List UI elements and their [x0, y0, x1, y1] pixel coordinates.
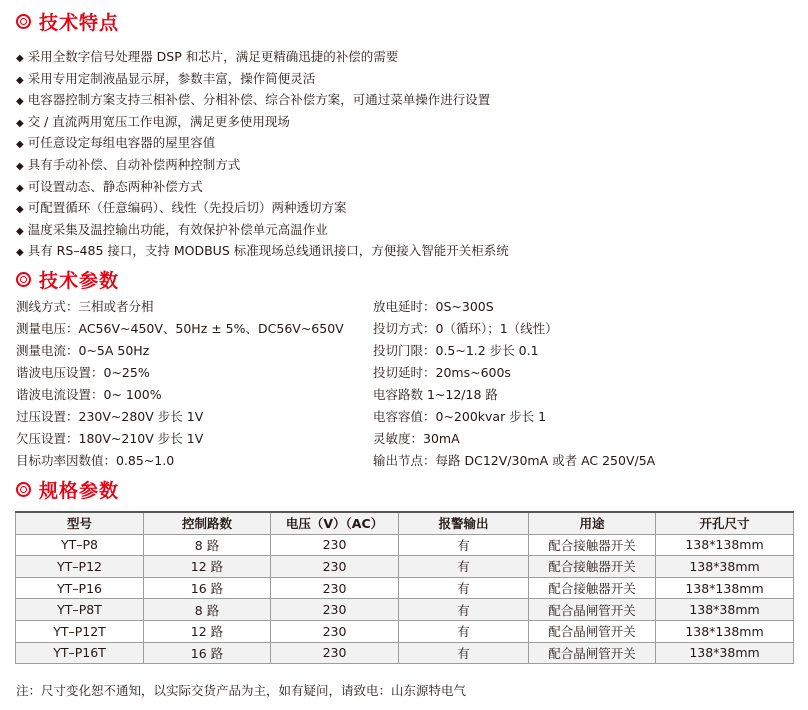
feature-item — [16, 154, 509, 176]
table-cell: 配合接触器开关 — [529, 577, 656, 599]
feature-item — [16, 68, 509, 90]
table-cell: 8 路 — [144, 534, 271, 556]
table-cell: 配合晶闸管开关 — [529, 620, 656, 642]
params-right-column — [373, 296, 655, 472]
table-cell: 230 — [271, 599, 399, 621]
param-item: 输出节点：每路 DC12V/30mA 或者 AC 250V/5A — [373, 453, 656, 468]
table-cell: 138*38mm — [656, 642, 794, 664]
table-row — [16, 556, 794, 578]
feature-item — [16, 197, 509, 219]
diamond-bullet-icon: ◆ — [16, 74, 24, 86]
table-cell: 配合接触器开关 — [529, 556, 656, 578]
diamond-bullet-icon: ◆ — [16, 139, 24, 151]
table-cell: 有 — [399, 577, 529, 599]
table-cell: 有 — [399, 620, 529, 642]
table-cell: 有 — [399, 534, 529, 556]
feature-item — [16, 176, 509, 198]
table-row — [16, 577, 794, 599]
section-title-params — [16, 264, 119, 294]
section-title-text: 技术特点 — [39, 11, 120, 34]
param-item: 投切方式：0（循环）；1（线性） — [373, 321, 558, 336]
feature-text: 电容器控制方案支持三相补偿、分相补偿、综合补偿方案，可通过菜单操作进行设置 — [27, 92, 491, 108]
table-cell: 138*138mm — [656, 620, 794, 642]
double-circle-icon — [16, 272, 31, 287]
diamond-bullet-icon: ◆ — [16, 204, 24, 216]
feature-item — [16, 111, 509, 133]
double-circle-icon — [16, 14, 31, 29]
section-title-features — [16, 6, 119, 36]
table-cell: YT–P12T — [16, 620, 144, 642]
table-cell: 230 — [271, 577, 399, 599]
table-cell: 138*138mm — [656, 577, 794, 599]
param-item: 灵敏度：30mA — [373, 431, 460, 446]
spec-table — [15, 511, 794, 664]
section-title-text: 规格参数 — [39, 479, 120, 502]
table-cell: 138*138mm — [656, 534, 794, 556]
table-header-cell: 报警输出 — [399, 512, 529, 534]
table-header-cell: 开孔尺寸 — [656, 512, 794, 534]
param-item: 电容容值：0~200kvar 步长 1 — [373, 409, 547, 424]
table-cell: 230 — [271, 534, 399, 556]
diamond-bullet-icon: ◆ — [16, 247, 24, 259]
feature-text: 采用专用定制液晶显示屏，参数丰富，操作简便灵活 — [27, 70, 316, 86]
table-cell: 230 — [271, 620, 399, 642]
table-header-cell: 用途 — [529, 512, 656, 534]
diamond-bullet-icon: ◆ — [16, 225, 24, 237]
table-cell: YT–P16 — [16, 577, 144, 599]
table-cell: 230 — [271, 556, 399, 578]
param-item: 欠压设置：180V~210V 步长 1V — [16, 431, 204, 446]
param-item: 投切延时：20ms~600s — [373, 365, 511, 380]
table-row — [16, 534, 794, 556]
table-cell: 有 — [399, 642, 529, 664]
param-item: 电容路数 1~12/18 路 — [373, 387, 498, 402]
param-item: 谐波电流设置：0~ 100% — [16, 387, 162, 402]
feature-text: 可设置动态、静态两种补偿方式 — [27, 178, 203, 194]
feature-text: 具有手动补偿、自动补偿两种控制方式 — [27, 156, 241, 172]
table-cell: 配合晶闸管开关 — [529, 642, 656, 664]
table-header-cell: 型号 — [16, 512, 144, 534]
param-item: 目标功率因数值：0.85~1.0 — [16, 453, 175, 468]
table-cell: YT–P12 — [16, 556, 144, 578]
table-cell: 138*38mm — [656, 556, 794, 578]
table-cell: YT–P16T — [16, 642, 144, 664]
diamond-bullet-icon: ◆ — [16, 117, 24, 129]
table-header-cell: 电压（V）（AC） — [271, 512, 399, 534]
feature-item — [16, 89, 509, 111]
feature-text: 交 / 直流两用宽压工作电源，满足更多使用现场 — [27, 113, 290, 129]
table-cell: 12 路 — [144, 556, 271, 578]
feature-item — [16, 240, 509, 262]
feature-list — [16, 46, 509, 262]
table-header-cell: 控制路数 — [144, 512, 271, 534]
table-row — [16, 642, 794, 664]
param-item: 谐波电压设置：0~25% — [16, 365, 150, 380]
feature-item — [16, 46, 509, 68]
table-row — [16, 620, 794, 642]
diamond-bullet-icon: ◆ — [16, 96, 24, 108]
table-cell: 230 — [271, 642, 399, 664]
table-cell: 8 路 — [144, 599, 271, 621]
section-title-spec — [16, 474, 119, 504]
section-title-text: 技术参数 — [39, 269, 120, 292]
table-cell: 有 — [399, 599, 529, 621]
footnote: 注：尺寸变化恕不通知，以实际交货产品为主，如有疑问，请致电：山东源特电气 — [16, 683, 467, 698]
params-left-column — [16, 296, 344, 472]
feature-text: 可配置循环（任意编码）、线性（先投后切）两种透切方案 — [27, 200, 347, 216]
double-circle-icon — [16, 482, 31, 497]
table-cell: YT–P8 — [16, 534, 144, 556]
table-cell: 配合接触器开关 — [529, 534, 656, 556]
table-cell: 138*38mm — [656, 599, 794, 621]
param-item: 投切门限：0.5~1.2 步长 0.1 — [373, 343, 539, 358]
diamond-bullet-icon: ◆ — [16, 53, 24, 64]
feature-item — [16, 132, 509, 154]
param-item: 测量电压：AC56V~450V、50Hz ± 5%、DC56V~650V — [16, 321, 344, 336]
table-cell: 16 路 — [144, 577, 271, 599]
param-item: 测量电流：0~5A 50Hz — [16, 343, 150, 358]
param-item: 过压设置：230V~280V 步长 1V — [16, 409, 204, 424]
param-item: 放电延时：0S~300S — [373, 299, 494, 314]
feature-text: 采用全数字信号处理器 DSP 和芯片，满足更精确迅捷的补偿的需要 — [27, 49, 399, 64]
table-row — [16, 599, 794, 621]
table-cell: 16 路 — [144, 642, 271, 664]
table-cell: YT–P8T — [16, 599, 144, 621]
feature-text: 可任意设定每组电容器的屋里容值 — [27, 135, 216, 151]
diamond-bullet-icon: ◆ — [16, 160, 24, 172]
table-cell: 配合晶闸管开关 — [529, 599, 656, 621]
feature-text: 具有 RS–485 接口，支持 MODBUS 标准现场总线通讯接口，方便接入智能开关柜系统 — [27, 243, 509, 259]
feature-text: 温度采集及温控输出功能，有效保护补偿单元高温作业 — [27, 221, 328, 237]
table-cell: 12 路 — [144, 620, 271, 642]
diamond-bullet-icon: ◆ — [16, 182, 24, 194]
table-header-row — [16, 512, 794, 534]
param-item: 测线方式：三相或者分相 — [16, 299, 154, 314]
feature-item — [16, 219, 509, 241]
table-cell: 有 — [399, 556, 529, 578]
